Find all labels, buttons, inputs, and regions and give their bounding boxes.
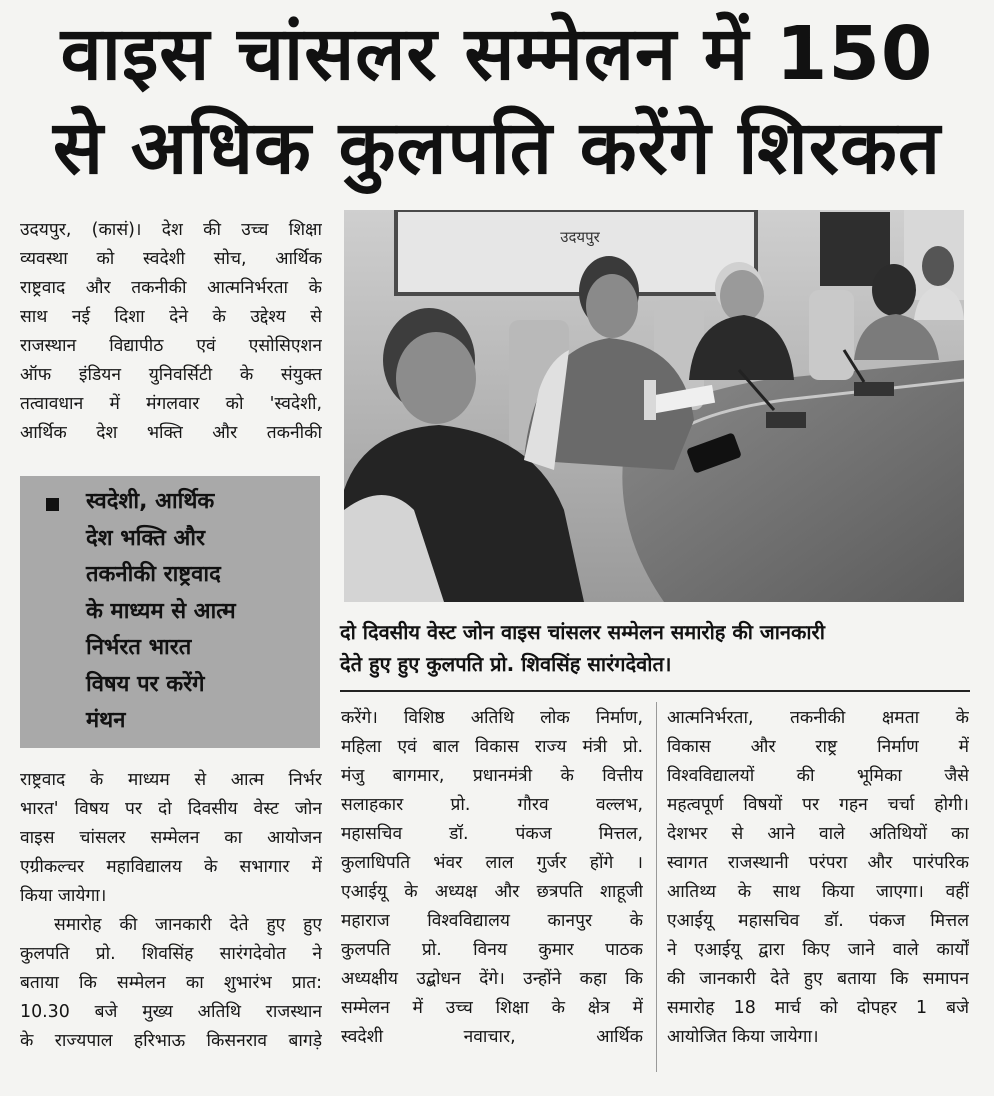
text-line: ऑफ इंडियन युनिवर्सिटी के संयुक्त bbox=[20, 365, 322, 385]
text-line: विश्वविद्यालयों की भूमिका जैसे bbox=[667, 766, 969, 786]
text-line: समारोह की जानकारी देते हुए हुए bbox=[54, 915, 322, 935]
text-line: आर्थिक देश भक्ति और तकनीकी bbox=[20, 423, 322, 443]
text-line: भारत' विषय पर दो दिवसीय वेस्ट जोन bbox=[20, 799, 322, 819]
text-line: कुलपति प्रो. विनय कुमार पाठक bbox=[341, 940, 643, 960]
news-photo bbox=[344, 210, 964, 602]
text-line: सम्मेलन में उच्च शिक्षा के क्षेत्र में bbox=[341, 998, 643, 1018]
text-line: की जानकारी देते हुए बताया कि समापन bbox=[667, 969, 969, 989]
text-line: राष्ट्रवाद और तकनीकी आत्मनिर्भरता के bbox=[20, 278, 322, 298]
text-line: 10.30 बजे मुख्य अतिथि राजस्थान bbox=[20, 1002, 322, 1022]
highlight-line: तकनीकी राष्ट्रवाद bbox=[86, 562, 221, 587]
text-line: के राज्यपाल हरिभाऊ किसनराव बागड़े bbox=[20, 1031, 322, 1051]
text-line: मंजु बागमार, प्रधानमंत्री के वित्तीय bbox=[341, 766, 643, 786]
text-line: ने एआईयू द्वारा किए जाने वाले कार्यों bbox=[667, 940, 969, 960]
text-line: अध्यक्षीय उद्बोधन देंगे। उन्होंने कहा कि bbox=[341, 969, 643, 989]
text-line: कुलपति प्रो. शिवसिंह सारंगदेवोत ने bbox=[20, 944, 322, 964]
article-column-1-top bbox=[20, 216, 322, 456]
headline-line-1: वाइस चांसलर सम्मेलन में 150 bbox=[60, 11, 934, 97]
text-line: स्वागत राजस्थानी परंपरा और पारंपरिक bbox=[667, 853, 969, 873]
highlight-line: के माध्यम से आत्म bbox=[86, 598, 236, 624]
highlight-line: निर्भरत भारत bbox=[86, 635, 192, 660]
highlight-line: स्वदेशी, आर्थिक bbox=[86, 489, 215, 514]
text-line: आयोजित किया जायेगा। bbox=[667, 1027, 819, 1047]
photo-caption bbox=[340, 616, 970, 680]
text-line: वाइस चांसलर सम्मेलन का आयोजन bbox=[20, 828, 322, 848]
text-line: आत्मनिर्भरता, तकनीकी क्षमता के bbox=[667, 708, 969, 728]
text-line: सलाहकार प्रो. गौरव वल्लभ, bbox=[341, 795, 643, 815]
highlight-line: विषय पर करेंगे bbox=[86, 671, 205, 697]
text-line: देशभर से आने वाले अतिथियों का bbox=[667, 824, 969, 844]
article-column-3 bbox=[667, 704, 969, 1066]
text-line: उदयपुर, (कासं)। देश की उच्च शिक्षा bbox=[20, 220, 322, 240]
text-line: समारोह 18 मार्च को दोपहर 1 बजे bbox=[667, 998, 969, 1018]
column-divider bbox=[656, 702, 657, 1072]
article-column-2 bbox=[341, 704, 643, 1066]
text-line: महाराज विश्वविद्यालय कानपुर के bbox=[341, 911, 643, 931]
text-line: राजस्थान विद्यापीठ एवं एसोसिएशन bbox=[20, 336, 322, 356]
caption-divider bbox=[340, 690, 970, 692]
text-line: स्वदेशी नवाचार, आर्थिक bbox=[341, 1027, 643, 1047]
text-line: विकास और राष्ट्र निर्माण में bbox=[667, 737, 969, 757]
highlight-box bbox=[20, 476, 320, 748]
square-bullet-icon bbox=[46, 498, 59, 511]
meeting-photo-illustration bbox=[344, 210, 964, 602]
text-line: आतिथ्य के साथ किया जाएगा। वहीं bbox=[667, 882, 969, 902]
text-line: एग्रीकल्चर महाविद्यालय के सभागार में bbox=[20, 857, 322, 877]
text-line: महिला एवं बाल विकास राज्य मंत्री प्रो. bbox=[341, 737, 643, 757]
text-line: व्यवस्था को स्वदेशी सोच, आर्थिक bbox=[20, 249, 322, 269]
text-line: साथ नई दिशा देने के उद्देश्य से bbox=[20, 307, 322, 327]
text-line: एआईयू महासचिव डॉ. पंकज मित्तल bbox=[667, 911, 969, 931]
highlight-text bbox=[86, 484, 311, 740]
text-line: किया जायेगा। bbox=[20, 886, 107, 906]
article-column-1-bottom bbox=[20, 766, 322, 1066]
text-line: राष्ट्रवाद के माध्यम से आत्म निर्भर bbox=[20, 770, 322, 790]
caption-line: दो दिवसीय वेस्ट जोन वाइस चांसलर सम्मेलन समारोह की जानकारी bbox=[340, 620, 825, 644]
text-line: एआईयू के अध्यक्ष और छत्रपति शाहूजी bbox=[341, 882, 643, 902]
text-line: करेंगे। विशिष्ठ अतिथि लोक निर्माण, bbox=[341, 708, 643, 728]
text-line: महासचिव डॉ. पंकज मित्तल, bbox=[341, 824, 643, 844]
caption-line: देते हुए हुए कुलपति प्रो. शिवसिंह सारंगदेवोत। bbox=[340, 652, 672, 676]
highlight-line: देश भक्ति और bbox=[86, 525, 205, 551]
text-line: कुलाधिपति भंवर लाल गुर्जर होंगे । bbox=[341, 853, 643, 873]
headline-line-2: से अधिक कुलपति करेंगे शिरकत bbox=[52, 105, 942, 191]
backdrop-text: उदयपुर bbox=[560, 228, 600, 246]
highlight-line: मंथन bbox=[86, 708, 126, 733]
text-line: बताया कि सम्मेलन का शुभारंभ प्रात: bbox=[20, 973, 322, 993]
text-line: महत्वपूर्ण विषयों पर गहन चर्चा होगी। bbox=[667, 795, 969, 815]
text-line: तत्वावधान में मंगलवार को 'स्वदेशी, bbox=[20, 394, 322, 414]
